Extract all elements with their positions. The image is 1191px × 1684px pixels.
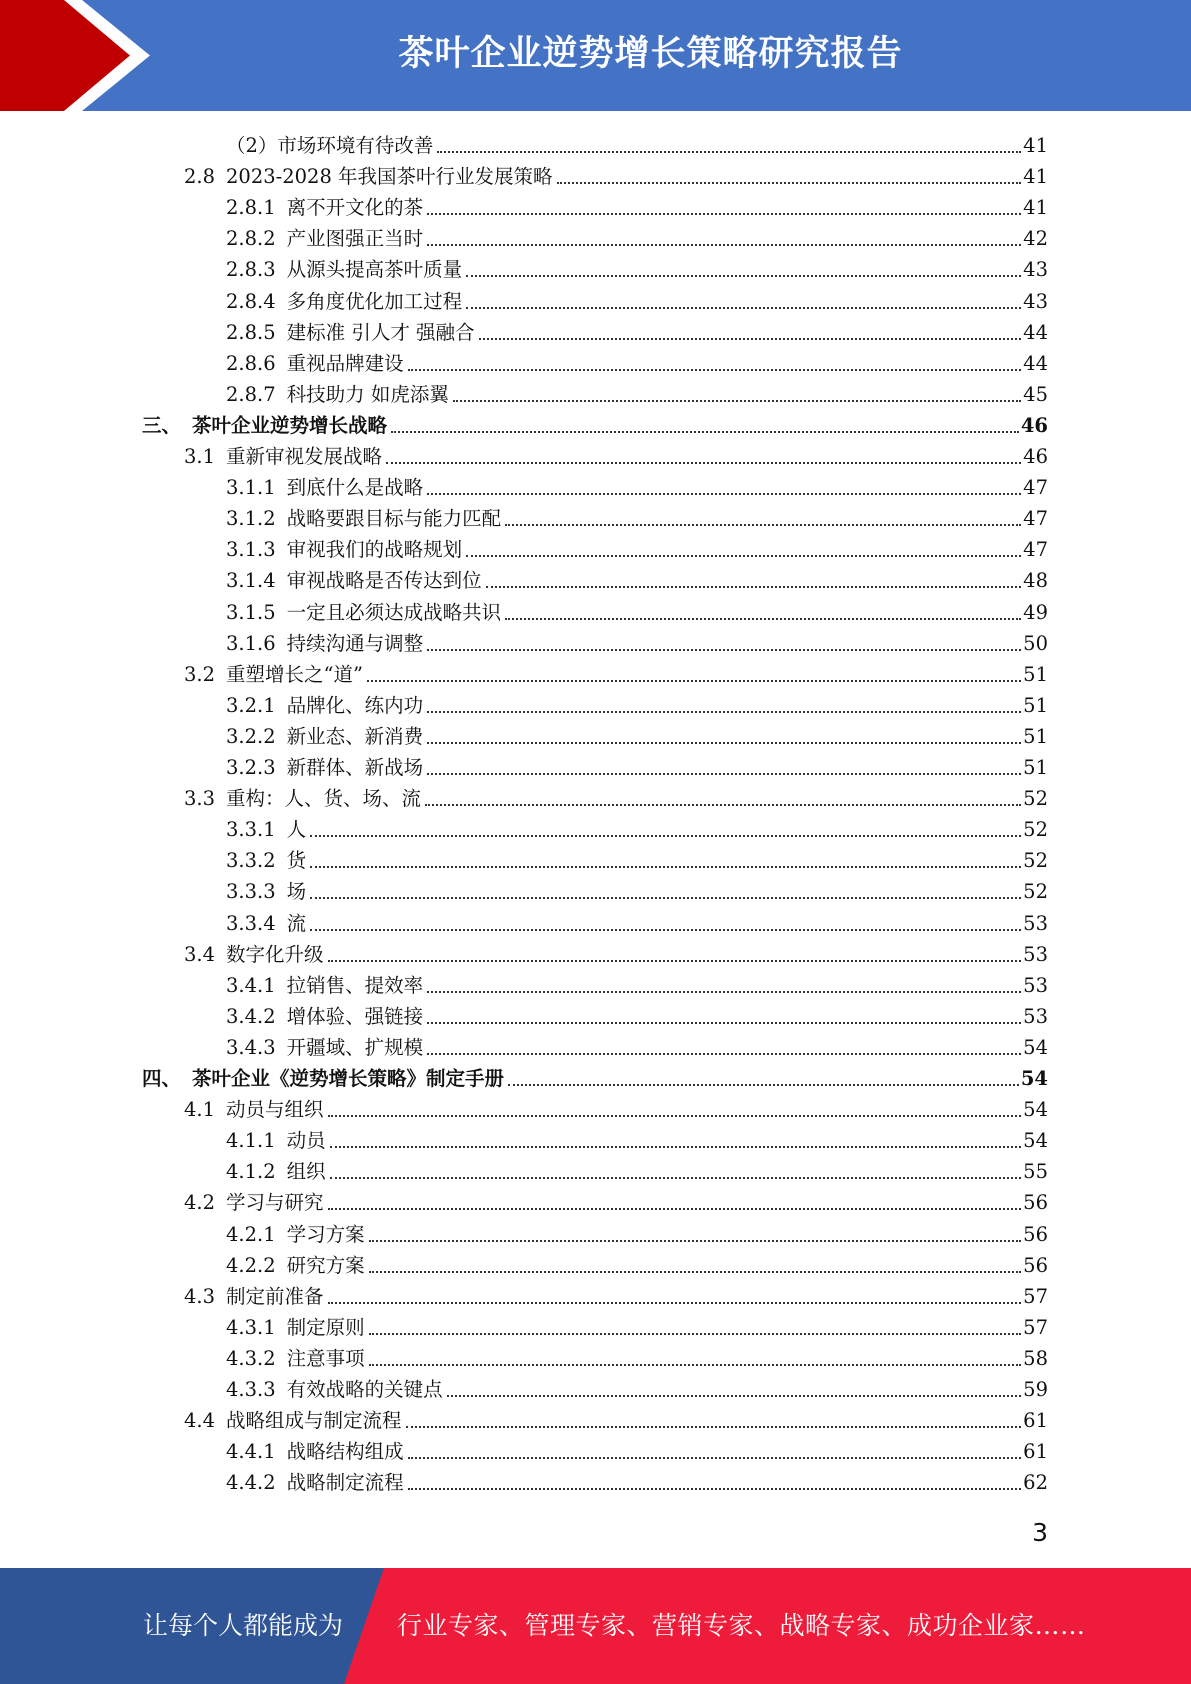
toc-entry-number: 四、 (142, 1067, 182, 1090)
toc-dot-leader (427, 742, 1021, 744)
toc-entry-number: 4.1.1 (226, 1129, 276, 1153)
report-title: 茶叶企业逆势增长策略研究报告 (398, 34, 903, 74)
toc-entry-number: 3.2 (184, 662, 216, 686)
toc-entry-title: 重视品牌建设 (286, 351, 404, 375)
toc-entry-number: 3.1 (184, 445, 216, 468)
toc-entry[interactable] (142, 1060, 1048, 1091)
toc-entry[interactable] (226, 251, 1048, 282)
toc-dot-leader (466, 555, 1021, 557)
toc-entry-page: 53 (1023, 1004, 1048, 1028)
toc-entry-number: 2.8.6 (226, 351, 276, 375)
toc-entry[interactable] (184, 1091, 1048, 1122)
toc-entry-title: 动员与组织 (226, 1098, 324, 1122)
toc-entry-number: 3.2.3 (226, 756, 276, 779)
toc-entry-title: 学习方案 (286, 1222, 365, 1246)
toc-entry-page: 53 (1023, 973, 1048, 997)
toc-entry-page: 57 (1023, 1315, 1048, 1339)
toc-entry[interactable] (226, 1371, 1048, 1402)
toc-entry-title: 到底什么是战略 (286, 476, 424, 500)
toc-entry-title: 审视战略是否传达到位 (286, 569, 482, 593)
toc-entry[interactable] (226, 625, 1048, 656)
toc-entry[interactable] (226, 1247, 1048, 1278)
toc-entry-title: 从源头提高茶叶质量 (286, 258, 463, 282)
toc-dot-leader (447, 1395, 1022, 1397)
toc-entry[interactable] (226, 687, 1048, 718)
toc-entry-number: 2.8.2 (226, 227, 276, 251)
toc-entry-title: 持续沟通与调整 (286, 631, 424, 655)
toc-entry-number: 3.4.2 (226, 1004, 276, 1028)
toc-entry-page: 54 (1023, 1035, 1048, 1059)
toc-entry[interactable] (226, 811, 1048, 842)
header-arrow-decoration (0, 0, 160, 111)
toc-dot-leader (369, 1271, 1022, 1273)
toc-entry[interactable] (226, 376, 1048, 407)
toc-entry-title: 品牌化、练内功 (286, 693, 424, 717)
toc-entry[interactable] (226, 967, 1048, 998)
toc-entry-title: 开疆域、扩规模 (286, 1035, 424, 1059)
toc-dot-leader (330, 1146, 1022, 1148)
toc-entry-title: 增体验、强链接 (286, 1004, 424, 1028)
footer-slogan-right: 行业专家、管理专家、营销专家、战略专家、成功企业家…… (397, 1611, 1086, 1640)
toc-entry-number: 3.3.3 (226, 880, 276, 904)
toc-entry[interactable] (226, 718, 1048, 749)
toc-entry[interactable] (226, 1122, 1048, 1153)
toc-entry-page: 52 (1023, 787, 1048, 811)
toc-entry[interactable] (226, 1340, 1048, 1371)
toc-entry-number: 3.1.4 (226, 569, 276, 593)
toc-entry-page: 47 (1023, 507, 1048, 531)
toc-entry-number: 3.1.6 (226, 631, 276, 655)
toc-entry-title: 离不开文化的茶 (286, 196, 424, 220)
toc-entry-page: 42 (1023, 227, 1048, 251)
toc-dot-leader (427, 244, 1021, 246)
toc-entry-page: 41 (1023, 196, 1048, 220)
toc-entry-page: 48 (1023, 569, 1048, 593)
toc-dot-leader (369, 1240, 1022, 1242)
toc-entry-page: 47 (1023, 538, 1048, 562)
toc-dot-leader (408, 1488, 1022, 1490)
toc-entry-number: 3.1.2 (226, 507, 276, 531)
toc-entry-page: 52 (1023, 849, 1048, 873)
toc-entry-title: 动员 (286, 1129, 326, 1153)
toc-entry-number: 4.3 (184, 1284, 216, 1308)
toc-entry[interactable] (184, 438, 1048, 469)
toc-entry-number: 2.8.3 (226, 258, 276, 282)
toc-dot-leader (367, 680, 1021, 682)
toc-entry-page: 47 (1023, 476, 1048, 500)
toc-entry-title: 拉销售、提效率 (286, 973, 424, 997)
toc-entry-number: 3.3.1 (226, 818, 276, 842)
toc-entry-title: 货 (286, 849, 307, 873)
toc-entry-number: 3.1.3 (226, 538, 276, 562)
toc-entry-page: 43 (1023, 258, 1048, 282)
toc-entry-number: 4.4.2 (226, 1471, 276, 1495)
toc-entry-title: 一定且必须达成战略共识 (286, 600, 502, 624)
toc-entry-page: 52 (1023, 818, 1048, 842)
toc-entry-number: 3.4.3 (226, 1035, 276, 1059)
toc-entry-number: 4.2.1 (226, 1222, 276, 1246)
toc-entry[interactable] (226, 1464, 1048, 1495)
toc-dot-leader (437, 151, 1021, 153)
toc-entry-number: 3.2.1 (226, 693, 276, 717)
toc-entry-number: 3.2.2 (226, 724, 276, 748)
toc-entry-number: （2） (226, 134, 278, 157)
toc-entry-page: 61 (1023, 1440, 1048, 1464)
toc-dot-leader (486, 586, 1022, 588)
toc-entry-page: 51 (1023, 756, 1048, 779)
page-footer (0, 1568, 1191, 1684)
page-header (0, 0, 1191, 111)
toc-entry-page: 52 (1023, 880, 1048, 904)
toc-entry-title: 战略制定流程 (286, 1471, 404, 1495)
toc-entry-title: 数字化升级 (226, 942, 324, 966)
toc-dot-leader (408, 369, 1022, 371)
toc-entry-page: 45 (1023, 382, 1048, 406)
toc-entry-title: 新业态、新消费 (286, 724, 424, 748)
toc-entry-number: 2.8.7 (226, 382, 276, 406)
toc-dot-leader (479, 338, 1022, 340)
toc-entry-title: 茶叶企业《逆势增长策略》制定手册 (192, 1067, 505, 1090)
toc-dot-leader (505, 618, 1021, 620)
toc-entry-title: 茶叶企业逆势增长战略 (192, 413, 388, 437)
toc-entry-number: 4.3.3 (226, 1378, 276, 1401)
toc-dot-leader (328, 1115, 1022, 1117)
toc-dot-leader (406, 1426, 1022, 1428)
toc-entry-number: 4.2 (184, 1191, 216, 1215)
toc-entry-title: 研究方案 (286, 1253, 365, 1277)
toc-dot-leader (425, 804, 1021, 806)
toc-entry-title: 战略结构组成 (286, 1440, 404, 1464)
toc-entry-number: 3.3.2 (226, 849, 276, 873)
toc-entry-title: 组织 (286, 1160, 326, 1184)
toc-entry-title: 学习与研究 (226, 1191, 324, 1215)
toc-dot-leader (310, 897, 1021, 899)
toc-entry-page: 62 (1023, 1471, 1048, 1495)
toc-entry-number: 3.3 (184, 787, 216, 811)
toc-entry-page: 59 (1023, 1378, 1048, 1401)
toc-entry[interactable] (184, 158, 1048, 189)
toc-entry[interactable] (226, 189, 1048, 220)
toc-entry[interactable] (226, 842, 1048, 873)
toc-entry-number: 4.3.1 (226, 1315, 276, 1339)
toc-entry-number: 4.1.2 (226, 1160, 276, 1184)
toc-entry[interactable] (184, 656, 1048, 687)
toc-entry-title: 人 (286, 818, 307, 842)
toc-dot-leader (310, 929, 1021, 931)
toc-dot-leader (557, 182, 1022, 184)
toc-entry-number: 4.4.1 (226, 1440, 276, 1464)
toc-entry[interactable] (142, 407, 1048, 438)
toc-entry-title: 流 (286, 911, 307, 935)
toc-dot-leader (391, 431, 1019, 433)
toc-dot-leader (310, 835, 1021, 837)
toc-entry-title: 场 (286, 880, 307, 904)
toc-entry[interactable] (226, 1029, 1048, 1060)
toc-dot-leader (427, 991, 1021, 993)
toc-entry[interactable] (226, 1153, 1048, 1184)
toc-entry[interactable] (226, 594, 1048, 625)
toc-dot-leader (310, 866, 1021, 868)
toc-entry-page: 55 (1023, 1160, 1048, 1184)
toc-entry-number: 3.4.1 (226, 973, 276, 997)
toc-entry-title: 2023-2028 年我国茶叶行业发展策略 (226, 165, 553, 189)
toc-entry-title: 产业图强正当时 (286, 227, 424, 251)
toc-entry-number: 2.8 (184, 165, 216, 189)
toc-entry[interactable] (226, 469, 1048, 500)
toc-entry-page: 46 (1020, 413, 1048, 437)
toc-entry-page: 53 (1023, 911, 1048, 935)
toc-dot-leader (328, 1208, 1022, 1210)
toc-entry-title: 建标准 引人才 强融合 (286, 320, 475, 344)
toc-entry-page: 46 (1023, 445, 1048, 468)
toc-dot-leader (466, 307, 1021, 309)
toc-dot-leader (453, 400, 1021, 402)
toc-dot-leader (505, 524, 1021, 526)
toc-entry[interactable] (226, 1433, 1048, 1464)
toc-dot-leader (427, 711, 1021, 713)
toc-entry-title: 有效战略的关键点 (286, 1378, 443, 1401)
toc-entry[interactable] (226, 998, 1048, 1029)
toc-entry-page: 53 (1023, 942, 1048, 966)
toc-entry-number: 2.8.4 (226, 289, 276, 313)
toc-dot-leader (427, 493, 1021, 495)
toc-entry-number: 4.4 (184, 1409, 216, 1433)
toc-entry-number: 4.1 (184, 1098, 216, 1122)
toc-entry-page: 51 (1023, 724, 1048, 748)
toc-dot-leader (369, 1364, 1022, 1366)
toc-entry-number: 2.8.1 (226, 196, 276, 220)
toc-entry[interactable] (184, 936, 1048, 967)
toc-entry-number: 3.4 (184, 942, 216, 966)
toc-dot-leader (508, 1084, 1019, 1086)
toc-entry-page: 51 (1023, 662, 1048, 686)
toc-entry-page: 44 (1023, 351, 1048, 375)
toc-entry-title: 战略要跟目标与能力匹配 (286, 507, 502, 531)
toc-entry-page: 56 (1023, 1222, 1048, 1246)
toc-entry-page: 56 (1023, 1191, 1048, 1215)
toc-dot-leader (328, 1302, 1022, 1304)
toc-entry-page: 44 (1023, 320, 1048, 344)
toc-dot-leader (408, 1457, 1022, 1459)
toc-entry[interactable] (184, 780, 1048, 811)
toc-entry[interactable] (226, 1216, 1048, 1247)
toc-entry-title: 注意事项 (286, 1346, 365, 1370)
toc-entry-title: 科技助力 如虎添翼 (286, 382, 449, 406)
toc-entry-title: 多角度优化加工过程 (286, 289, 463, 313)
toc-entry-title: 重新审视发展战略 (226, 445, 383, 468)
toc-entry-number: 2.8.5 (226, 320, 276, 344)
toc-entry[interactable] (226, 562, 1048, 593)
toc-dot-leader (427, 1053, 1021, 1055)
toc-entry-page: 50 (1023, 631, 1048, 655)
toc-entry-number: 3.1.1 (226, 476, 276, 500)
toc-dot-leader (369, 1333, 1022, 1335)
footer-slogan-left: 让每个人都能成为 (143, 1611, 344, 1640)
toc-entry[interactable] (226, 873, 1048, 904)
toc-entry-title: 审视我们的战略规划 (286, 538, 463, 562)
toc-entry-title: 新群体、新战场 (286, 756, 424, 779)
toc-entry-page: 51 (1023, 693, 1048, 717)
toc-dot-leader (330, 1177, 1022, 1179)
toc-entry[interactable] (226, 905, 1048, 936)
toc-entry-page: 54 (1020, 1067, 1048, 1090)
toc-entry[interactable] (226, 531, 1048, 562)
toc-entry-number: 三、 (142, 413, 182, 437)
toc-entry-page: 58 (1023, 1346, 1048, 1370)
toc-entry[interactable] (184, 1278, 1048, 1309)
toc-entry-title: 市场环境有待改善 (277, 134, 434, 157)
toc-entry-number: 4.3.2 (226, 1346, 276, 1370)
toc-entry-title: 战略组成与制定流程 (226, 1409, 402, 1433)
toc-entry-number: 4.2.2 (226, 1253, 276, 1277)
toc-dot-leader (386, 462, 1021, 464)
toc-entry[interactable] (226, 283, 1048, 314)
toc-dot-leader (427, 1022, 1021, 1024)
toc-entry[interactable] (226, 127, 1048, 158)
toc-dot-leader (466, 275, 1021, 277)
toc-dot-leader (427, 213, 1021, 215)
toc-entry-page: 61 (1023, 1409, 1048, 1433)
toc-entry-number: 3.1.5 (226, 600, 276, 624)
toc-entry[interactable] (184, 1184, 1048, 1215)
toc-entry-page: 43 (1023, 289, 1048, 313)
toc-entry-title: 重塑增长之“道” (226, 662, 363, 686)
toc-entry-number: 3.3.4 (226, 911, 276, 935)
toc-entry-title: 重构：人、货、场、流 (226, 787, 422, 811)
toc-entry-page: 41 (1023, 165, 1048, 189)
toc-entry[interactable] (226, 749, 1048, 780)
toc-entry-page: 49 (1023, 600, 1048, 624)
toc-dot-leader (427, 649, 1021, 651)
toc-entry[interactable] (226, 500, 1048, 531)
toc-entry-title: 制定前准备 (226, 1284, 324, 1308)
toc-entry[interactable] (226, 345, 1048, 376)
toc-entry-page: 54 (1023, 1098, 1048, 1122)
toc-entry-page: 41 (1023, 134, 1048, 157)
page-number: 3 (1032, 1518, 1048, 1547)
toc-entry[interactable] (184, 1402, 1048, 1433)
toc-entry-title: 制定原则 (286, 1315, 365, 1339)
toc-entry-page: 56 (1023, 1253, 1048, 1277)
toc-dot-leader (328, 960, 1022, 962)
toc-entry[interactable] (226, 220, 1048, 251)
toc-entry[interactable] (226, 1309, 1048, 1340)
toc-entry-page: 54 (1023, 1129, 1048, 1153)
toc-dot-leader (427, 773, 1021, 775)
toc-entry-page: 57 (1023, 1284, 1048, 1308)
toc-entry[interactable] (226, 314, 1048, 345)
